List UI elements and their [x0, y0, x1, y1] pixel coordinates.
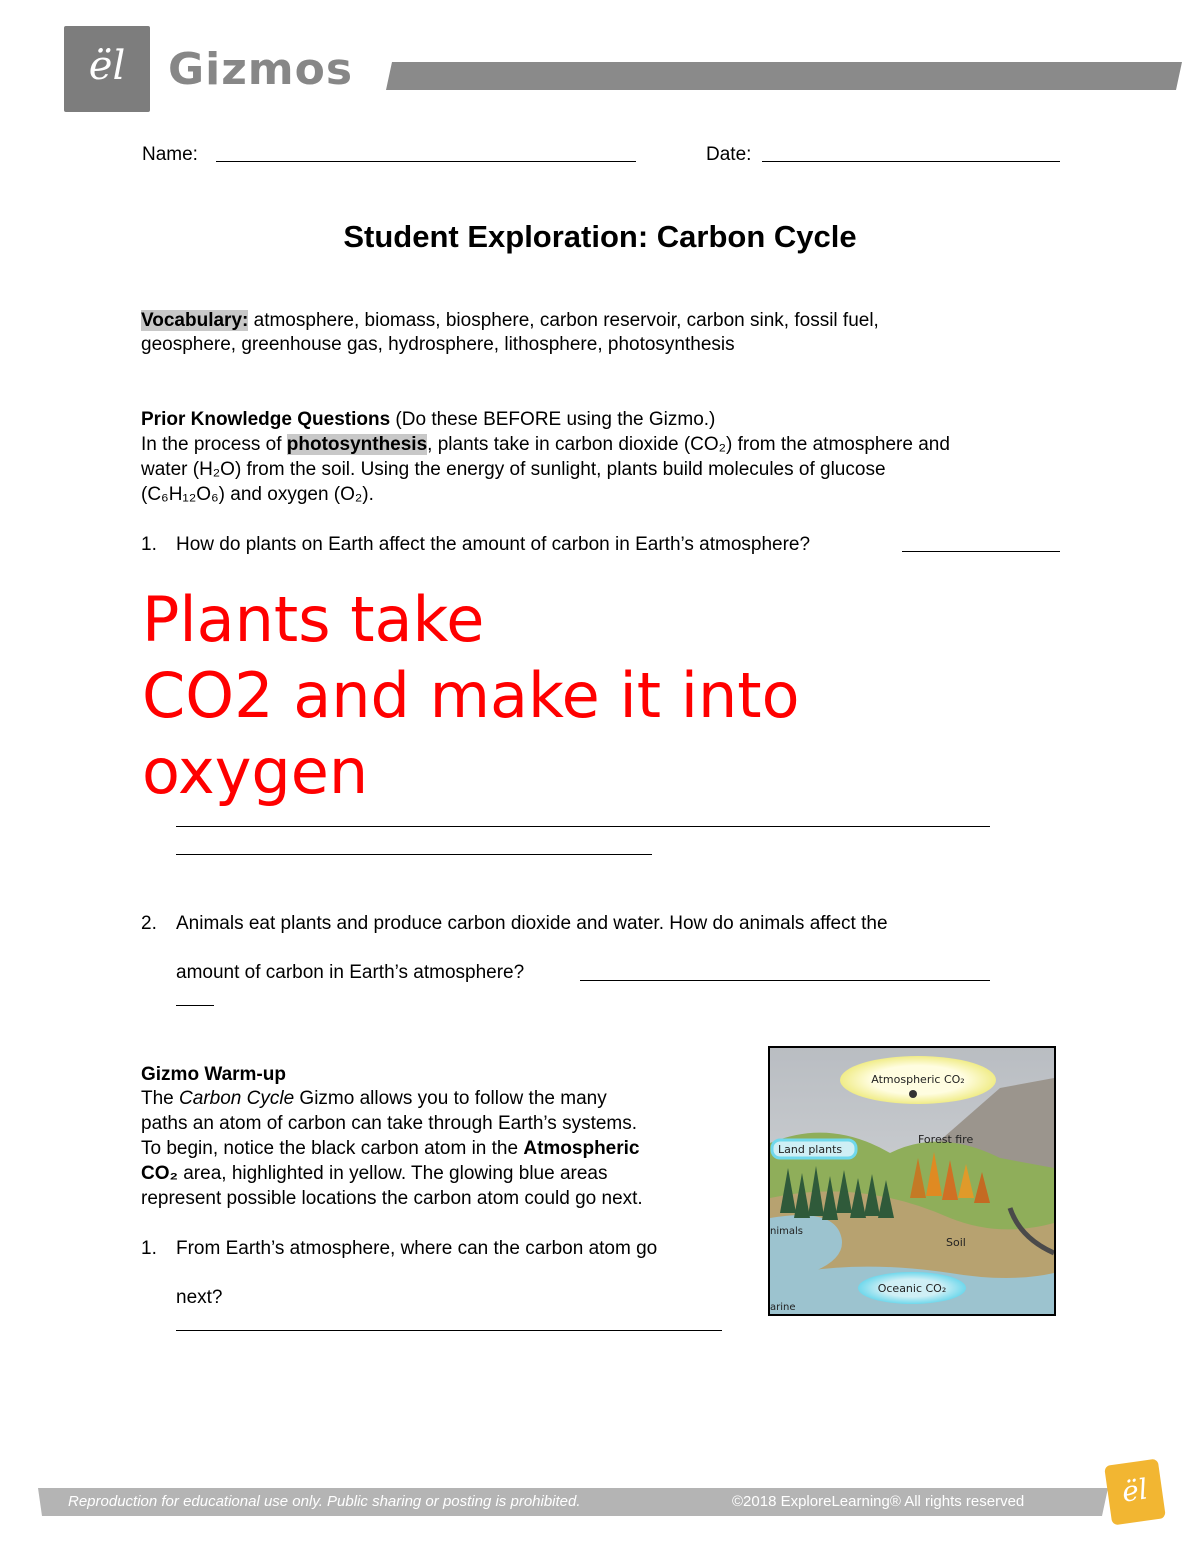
q1-text: How do plants on Earth affect the amount of carbon in Earth’s atmosphere? [176, 534, 811, 555]
soil-label: Soil [946, 1236, 966, 1249]
warmup-para-3 [141, 1137, 640, 1161]
date-label: Date: [706, 144, 752, 165]
prior-knowledge-intro-3: (C₆H₁₂O₆) and oxygen (O₂). [141, 484, 374, 505]
warmup-heading: Gizmo Warm-up [141, 1064, 286, 1085]
name-field-row [142, 143, 198, 167]
prior-knowledge-heading: Prior Knowledge Questions [141, 409, 391, 430]
warmup-text: The [141, 1088, 180, 1109]
animals-label: nimals [770, 1226, 803, 1237]
q1-answer-text-2: CO2 and make it into [142, 659, 800, 732]
q2-answer-line-2[interactable] [176, 1005, 214, 1006]
vocabulary-terms-1: atmosphere, biomass, biosphere, carbon reservoir, carbon sink, fossil fuel, [248, 310, 879, 331]
gizmos-logo [64, 26, 150, 112]
footer-logo-glyph: ël [1119, 1472, 1150, 1509]
q1-answer-line-2[interactable] [176, 826, 990, 827]
date-input-line[interactable] [762, 161, 1060, 162]
photosynthesis-term: photosynthesis [286, 434, 428, 455]
gizmo-scene [770, 1048, 1054, 1314]
vocabulary-label: Vocabulary: [141, 310, 249, 331]
q1-number: 1. [141, 534, 157, 555]
footer-disclaimer: Reproduction for educational use only. Public sharing or posting is prohibited. [68, 1493, 581, 1510]
name-label: Name: [142, 144, 198, 165]
warmup-q1-text-1: From Earth’s atmosphere, where can the carbon atom go [176, 1238, 658, 1259]
carbon-cycle-gizmo-image [768, 1046, 1056, 1316]
explorelearning-logo [1104, 1459, 1166, 1526]
land-plants-label: Land plants [778, 1143, 843, 1156]
warmup-q1-text-2: next? [176, 1287, 223, 1308]
q2-text-2: amount of carbon in Earth’s atmosphere? [176, 962, 525, 983]
footer-copyright: ©2018 ExploreLearning® All rights reserved [732, 1493, 1025, 1510]
q1-answer-line[interactable] [902, 551, 1060, 552]
intro-text-cont: , plants take in carbon dioxide (CO₂) from the atmosphere and [427, 434, 950, 455]
atmospheric-co2-label: Atmospheric CO₂ [871, 1073, 965, 1086]
q2-number: 2. [141, 913, 157, 934]
warmup-q1-answer-line[interactable] [176, 1330, 722, 1331]
gizmo-name: Carbon Cycle [179, 1088, 295, 1109]
header-bar [386, 62, 1182, 90]
logo-glyph: ël [88, 43, 126, 89]
marine-label: arine [770, 1302, 796, 1313]
date-field-row [706, 143, 751, 167]
name-input-line[interactable] [216, 161, 636, 162]
vocabulary-line-2: geosphere, greenhouse gas, hydrosphere, lithosphere, photosynthesis [141, 334, 735, 355]
prior-knowledge-heading-row [141, 408, 715, 432]
warmup-para-4 [141, 1162, 608, 1186]
warmup-text-cont: Gizmo allows you to follow the many [294, 1088, 607, 1109]
co2-term: CO₂ [141, 1163, 178, 1184]
q1-answer-text-1: Plants take [142, 583, 485, 656]
warmup-para-1 [141, 1087, 607, 1111]
forest-fire-label: Forest fire [918, 1133, 974, 1146]
prior-knowledge-intro-1 [141, 433, 950, 457]
warmup-q1-number: 1. [141, 1238, 157, 1259]
carbon-atom [909, 1090, 917, 1098]
intro-text: In the process of [141, 434, 287, 455]
q1-answer-text-3: oxygen [142, 735, 369, 808]
q2-answer-line[interactable] [580, 980, 990, 981]
page-title: Student Exploration: Carbon Cycle [343, 219, 857, 254]
warmup-para-2: paths an atom of carbon can take through Earth’s systems. [141, 1113, 638, 1134]
warmup-text-3: To begin, notice the black carbon atom in the [141, 1138, 524, 1159]
vocabulary-line-1 [141, 309, 879, 333]
atmospheric-term: Atmospheric [523, 1138, 640, 1159]
q1-answer-line-3[interactable] [176, 854, 652, 855]
prior-knowledge-intro-2: water (H₂O) from the soil. Using the energy of sunlight, plants build molecules of glucose [141, 459, 886, 480]
warmup-text-4: area, highlighted in yellow. The glowing blue areas [177, 1163, 608, 1184]
oceanic-co2-label: Oceanic CO₂ [877, 1282, 947, 1295]
brand-name: Gizmos [168, 44, 354, 95]
warmup-para-5: represent possible locations the carbon atom could go next. [141, 1188, 643, 1209]
q2-text-1: Animals eat plants and produce carbon dioxide and water. How do animals affect the [176, 913, 888, 934]
prior-knowledge-note: (Do these BEFORE using the Gizmo.) [390, 409, 716, 430]
